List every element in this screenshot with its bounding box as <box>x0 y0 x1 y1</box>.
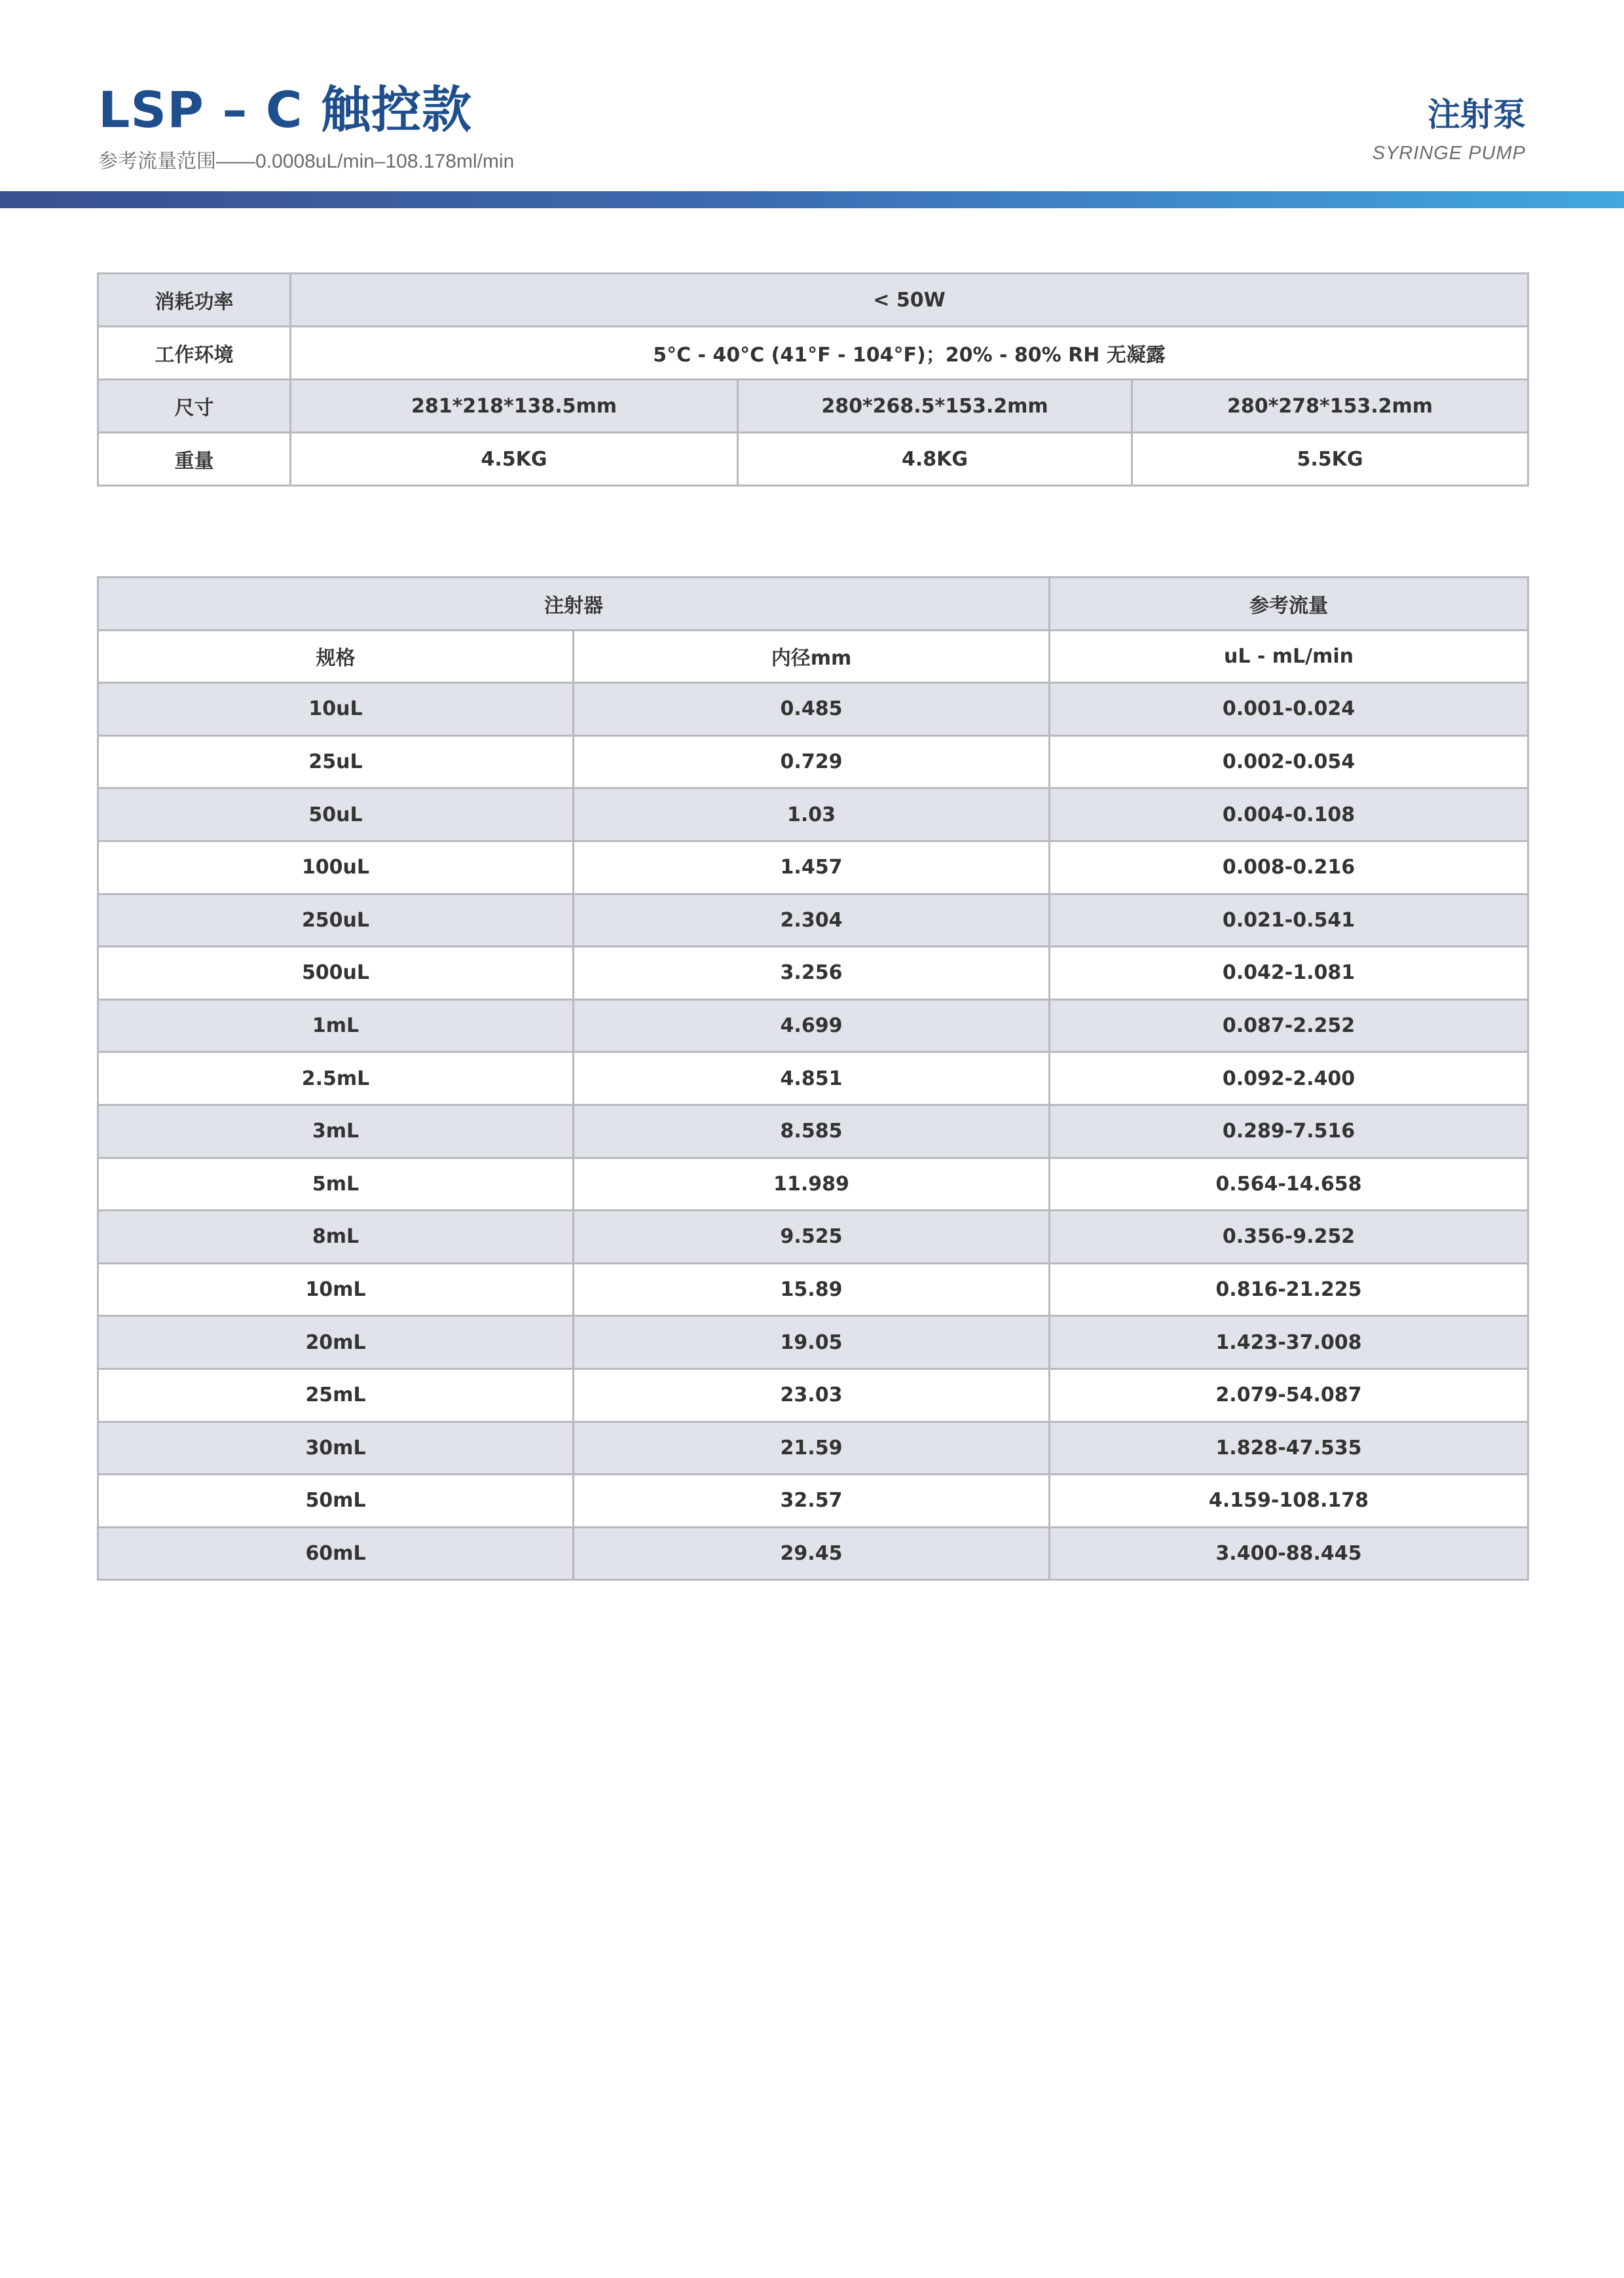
table-row <box>98 1211 1528 1264</box>
brand-title-cn: 注射泵 <box>1428 96 1526 134</box>
cell-size: 50mL <box>98 1475 574 1528</box>
table-row <box>98 841 1528 894</box>
table-row <box>98 999 1528 1052</box>
cell-flow-rate: 0.002-0.054 <box>1050 735 1528 788</box>
table-row <box>98 1369 1528 1422</box>
cell-inner-diameter: 0.729 <box>574 735 1050 788</box>
spec-value: 5.5KG <box>1132 433 1528 486</box>
table-row <box>98 894 1528 947</box>
cell-flow-rate: 2.079-54.087 <box>1050 1369 1528 1422</box>
cell-flow-rate: 0.816-21.225 <box>1050 1263 1528 1316</box>
cell-inner-diameter: 2.304 <box>574 894 1050 947</box>
table-row <box>98 1475 1528 1528</box>
page-title: LSP – C 触控款 <box>98 81 473 139</box>
cell-flow-rate: 4.159-108.178 <box>1050 1475 1528 1528</box>
spec-label: 消耗功率 <box>98 274 291 327</box>
cell-size: 20mL <box>98 1316 574 1369</box>
table-row <box>98 1105 1528 1158</box>
cell-inner-diameter: 19.05 <box>574 1316 1050 1369</box>
spec-value: 4.8KG <box>738 433 1132 486</box>
cell-inner-diameter: 32.57 <box>574 1475 1050 1528</box>
spec-value: 280*268.5*153.2mm <box>738 380 1132 433</box>
cell-flow-rate: 0.087-2.252 <box>1050 999 1528 1052</box>
cell-size: 25mL <box>98 1369 574 1422</box>
page-subtitle: 参考流量范围——0.0008uL/min–108.178ml/min <box>98 151 515 172</box>
spec-value: 5°C - 40°C (41°F - 104°F)；20% - 80% RH 无凝露 <box>291 327 1528 380</box>
spec-row-weight <box>98 433 1528 486</box>
cell-flow-rate: 0.042-1.081 <box>1050 947 1528 1000</box>
cell-size: 10mL <box>98 1263 574 1316</box>
cell-inner-diameter: 1.457 <box>574 841 1050 894</box>
table-row <box>98 1052 1528 1105</box>
column-header-size: 规格 <box>98 630 574 683</box>
cell-size: 30mL <box>98 1422 574 1475</box>
brand-title-en: SYRINGE PUMP <box>1372 143 1526 164</box>
spec-value: 281*218*138.5mm <box>291 380 738 433</box>
syringe-table-body <box>98 683 1528 1580</box>
cell-flow-rate: 0.289-7.516 <box>1050 1105 1528 1158</box>
cell-size: 2.5mL <box>98 1052 574 1105</box>
cell-size: 100uL <box>98 841 574 894</box>
group-header-flow: 参考流量 <box>1050 578 1528 631</box>
cell-size: 10uL <box>98 683 574 736</box>
spec-value: 280*278*153.2mm <box>1132 380 1528 433</box>
syringe-table-group-header <box>98 578 1528 631</box>
cell-flow-rate: 0.004-0.108 <box>1050 788 1528 841</box>
table-row <box>98 1158 1528 1211</box>
spec-row-environment <box>98 327 1528 380</box>
header-divider-bar <box>0 191 1624 208</box>
cell-flow-rate: 0.092-2.400 <box>1050 1052 1528 1105</box>
spec-value: 4.5KG <box>291 433 738 486</box>
cell-inner-diameter: 9.525 <box>574 1211 1050 1264</box>
spec-row-dimensions <box>98 380 1528 433</box>
table-row <box>98 683 1528 736</box>
spec-row-power <box>98 274 1528 327</box>
table-row <box>98 1422 1528 1475</box>
table-row <box>98 1527 1528 1580</box>
cell-inner-diameter: 3.256 <box>574 947 1050 1000</box>
column-header-flow-rate: uL - mL/min <box>1050 630 1528 683</box>
column-header-inner-diameter: 内径mm <box>574 630 1050 683</box>
cell-size: 500uL <box>98 947 574 1000</box>
cell-flow-rate: 0.001-0.024 <box>1050 683 1528 736</box>
table-row <box>98 735 1528 788</box>
spec-table <box>97 272 1529 487</box>
cell-inner-diameter: 21.59 <box>574 1422 1050 1475</box>
cell-inner-diameter: 0.485 <box>574 683 1050 736</box>
cell-flow-rate: 0.021-0.541 <box>1050 894 1528 947</box>
syringe-table <box>97 576 1529 1581</box>
cell-inner-diameter: 1.03 <box>574 788 1050 841</box>
cell-flow-rate: 3.400-88.445 <box>1050 1527 1528 1580</box>
table-row <box>98 1316 1528 1369</box>
syringe-table-column-header <box>98 630 1528 683</box>
cell-flow-rate: 1.423-37.008 <box>1050 1316 1528 1369</box>
cell-inner-diameter: 29.45 <box>574 1527 1050 1580</box>
table-row <box>98 1263 1528 1316</box>
cell-inner-diameter: 23.03 <box>574 1369 1050 1422</box>
spec-label: 重量 <box>98 433 291 486</box>
cell-size: 3mL <box>98 1105 574 1158</box>
cell-inner-diameter: 15.89 <box>574 1263 1050 1316</box>
spec-value: < 50W <box>291 274 1528 327</box>
cell-inner-diameter: 8.585 <box>574 1105 1050 1158</box>
group-header-syringe: 注射器 <box>98 578 1050 631</box>
table-row <box>98 788 1528 841</box>
cell-flow-rate: 0.008-0.216 <box>1050 841 1528 894</box>
page-header <box>0 0 1624 216</box>
cell-inner-diameter: 11.989 <box>574 1158 1050 1211</box>
cell-size: 250uL <box>98 894 574 947</box>
spec-label: 尺寸 <box>98 380 291 433</box>
table-row <box>98 947 1528 1000</box>
cell-inner-diameter: 4.699 <box>574 999 1050 1052</box>
cell-size: 5mL <box>98 1158 574 1211</box>
cell-inner-diameter: 4.851 <box>574 1052 1050 1105</box>
cell-size: 8mL <box>98 1211 574 1264</box>
cell-flow-rate: 0.564-14.658 <box>1050 1158 1528 1211</box>
cell-size: 60mL <box>98 1527 574 1580</box>
cell-size: 25uL <box>98 735 574 788</box>
spec-label: 工作环境 <box>98 327 291 380</box>
cell-size: 1mL <box>98 999 574 1052</box>
cell-flow-rate: 1.828-47.535 <box>1050 1422 1528 1475</box>
cell-flow-rate: 0.356-9.252 <box>1050 1211 1528 1264</box>
cell-size: 50uL <box>98 788 574 841</box>
